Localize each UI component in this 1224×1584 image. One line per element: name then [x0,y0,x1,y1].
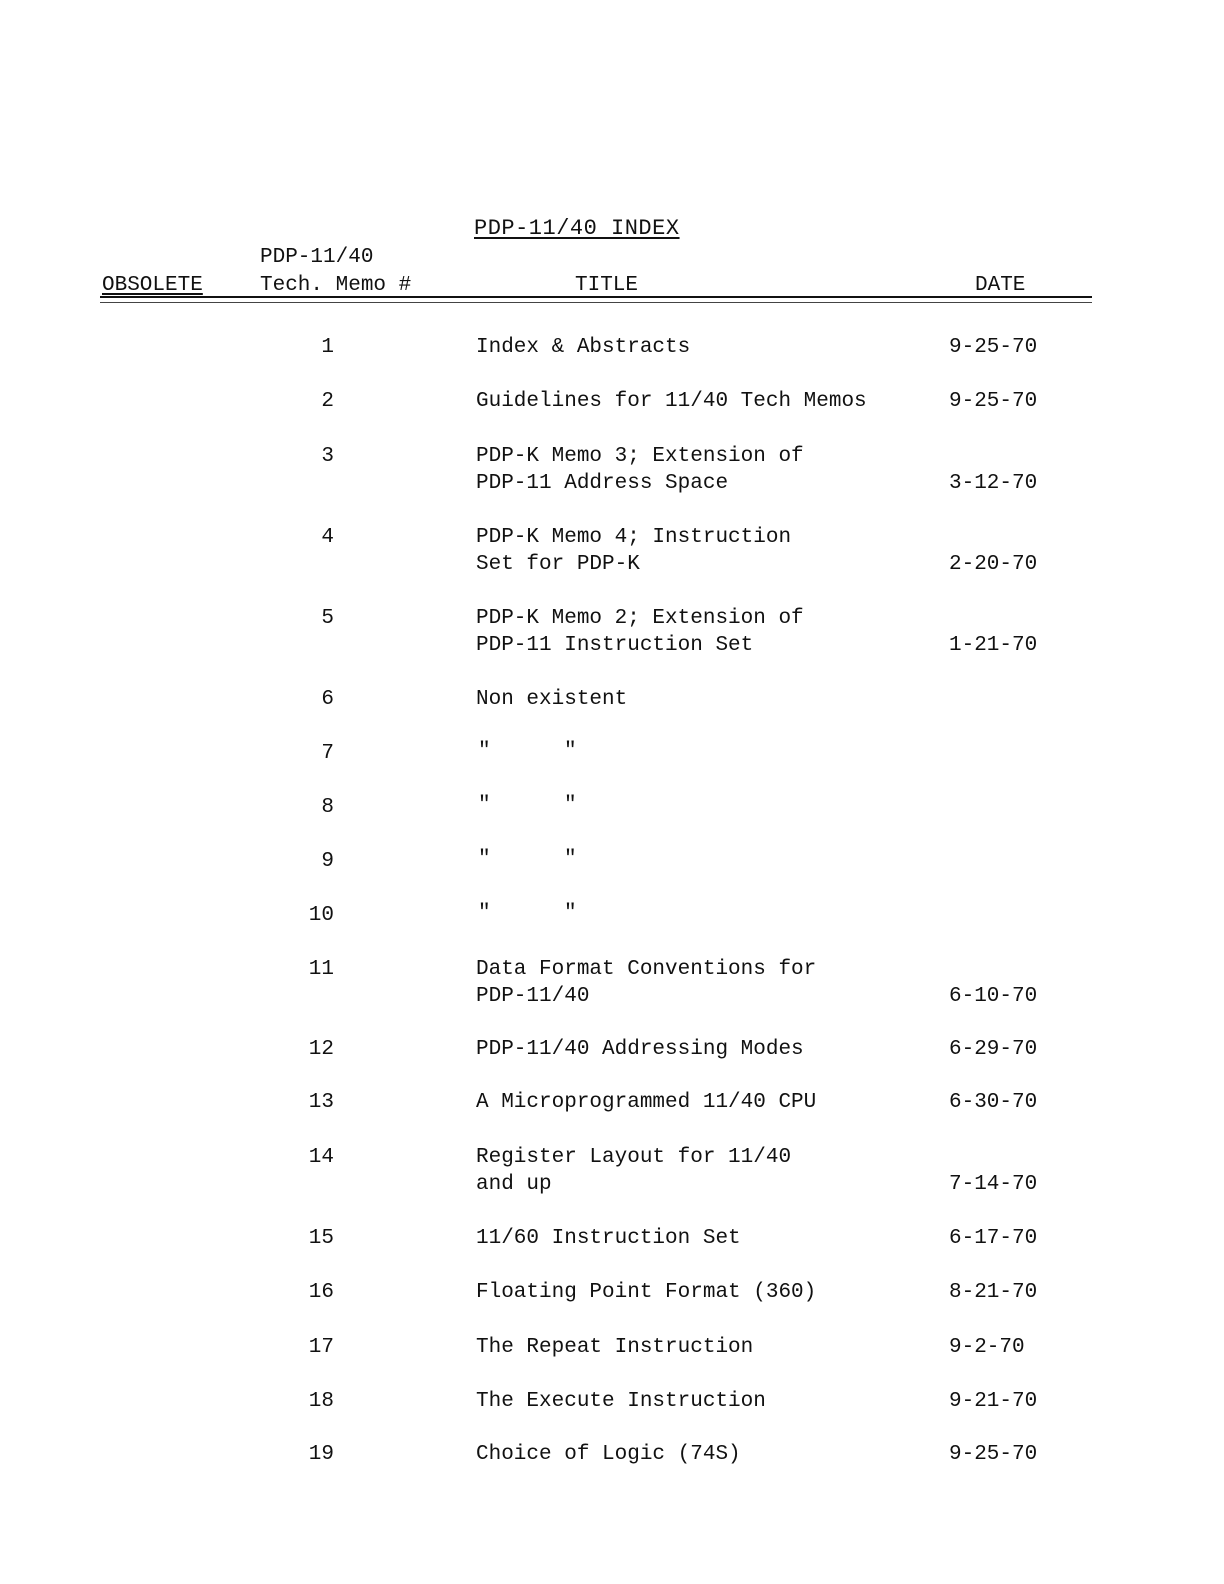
memo-date: 9-21-70 [949,1390,1038,1413]
memo-number: 4 [321,526,334,549]
memo-number: 19 [308,1443,334,1466]
memo-number: 2 [321,390,334,413]
ditto-mark: " [478,902,491,925]
memo-date: 9-25-70 [949,1443,1038,1466]
memo-title-line: Choice of Logic (74S) [476,1443,741,1466]
memo-number: 13 [308,1091,334,1114]
memo-title-line: Guidelines for 11/40 Tech Memos [476,390,867,413]
memo-number: 10 [308,904,334,927]
ditto-mark: " [564,794,577,817]
header-date: DATE [975,274,1026,297]
memo-number: 5 [321,607,334,630]
memo-date: 6-29-70 [949,1038,1038,1061]
memo-title [476,1225,741,1252]
memo-title-line: PDP-K Memo 4; Instruction [476,526,792,549]
memo-title-line: Floating Point Format (360) [476,1281,817,1304]
memo-title-line: PDP-11/40 Addressing Modes [476,1038,804,1061]
memo-title [476,1036,804,1063]
header-rule-secondary [100,302,1092,303]
memo-number: 3 [321,445,334,468]
header-obsolete: OBSOLETE [102,274,203,297]
memo-date: 6-10-70 [949,985,1038,1008]
memo-title-line: 11/60 Instruction Set [476,1227,741,1250]
memo-title [476,524,791,578]
memo-date: 9-25-70 [949,336,1038,359]
memo-title-line: PDP-K Memo 3; Extension of [476,445,804,468]
memo-number: 15 [308,1227,334,1250]
memo-number: 18 [308,1390,334,1413]
memo-number: 16 [308,1281,334,1304]
memo-title-line: PDP-K Memo 2; Extension of [476,607,804,630]
memo-title [476,956,816,1010]
memo-date: 9-2-70 [949,1336,1025,1359]
memo-number: 7 [321,742,334,765]
memo-number: 17 [308,1336,334,1359]
memo-title [476,443,804,497]
ditto-mark: " [478,794,491,817]
memo-number: 9 [321,850,334,873]
header-title: TITLE [575,274,639,297]
memo-number: 6 [321,688,334,711]
page-title: PDP-11/40 INDEX [474,216,680,241]
memo-title [476,1334,753,1361]
memo-title-line: Non existent [476,688,628,711]
memo-title [476,1279,816,1306]
memo-number: 1 [321,336,334,359]
memo-date: 7-14-70 [949,1173,1038,1196]
memo-number: 14 [308,1146,334,1169]
memo-date: 1-21-70 [949,634,1038,657]
memo-title-line: PDP-11 Address Space [476,472,729,495]
memo-title-line: The Execute Instruction [476,1390,766,1413]
memo-title-line: A Microprogrammed 11/40 CPU [476,1091,817,1114]
memo-number: 12 [308,1038,334,1061]
memo-title-line: The Repeat Instruction [476,1336,754,1359]
memo-title [476,1144,791,1198]
ditto-mark: " [478,740,491,763]
memo-date: 9-25-70 [949,390,1038,413]
memo-title [476,686,627,713]
memo-date: 6-30-70 [949,1091,1038,1114]
ditto-mark: " [564,848,577,871]
memo-title-line: Index & Abstracts [476,336,691,359]
memo-title [476,334,690,361]
memo-number: 8 [321,796,334,819]
memo-date: 2-20-70 [949,553,1038,576]
memo-date: 3-12-70 [949,472,1038,495]
memo-title-line: and up [476,1173,552,1196]
header-tech-memo-line1: PDP-11/40 [260,246,374,269]
memo-title-line: PDP-11 Instruction Set [476,634,754,657]
memo-title [476,605,804,659]
memo-title [476,1441,741,1468]
memo-title-line: Register Layout for 11/40 [476,1146,792,1169]
memo-title [476,1089,816,1116]
memo-number: 11 [308,958,334,981]
header-rule [100,296,1092,298]
memo-date: 6-17-70 [949,1227,1038,1250]
ditto-mark: " [564,740,577,763]
memo-title [476,1388,766,1415]
memo-title-line: PDP-11/40 [476,985,590,1008]
memo-title-line: Data Format Conventions for [476,958,817,981]
memo-title-line: Set for PDP-K [476,553,640,576]
ditto-mark: " [478,848,491,871]
memo-date: 8-21-70 [949,1281,1038,1304]
header-tech-memo-line2: Tech. Memo # [260,274,412,297]
memo-title [476,388,867,415]
header-tech-memo [260,244,411,300]
ditto-mark: " [564,902,577,925]
